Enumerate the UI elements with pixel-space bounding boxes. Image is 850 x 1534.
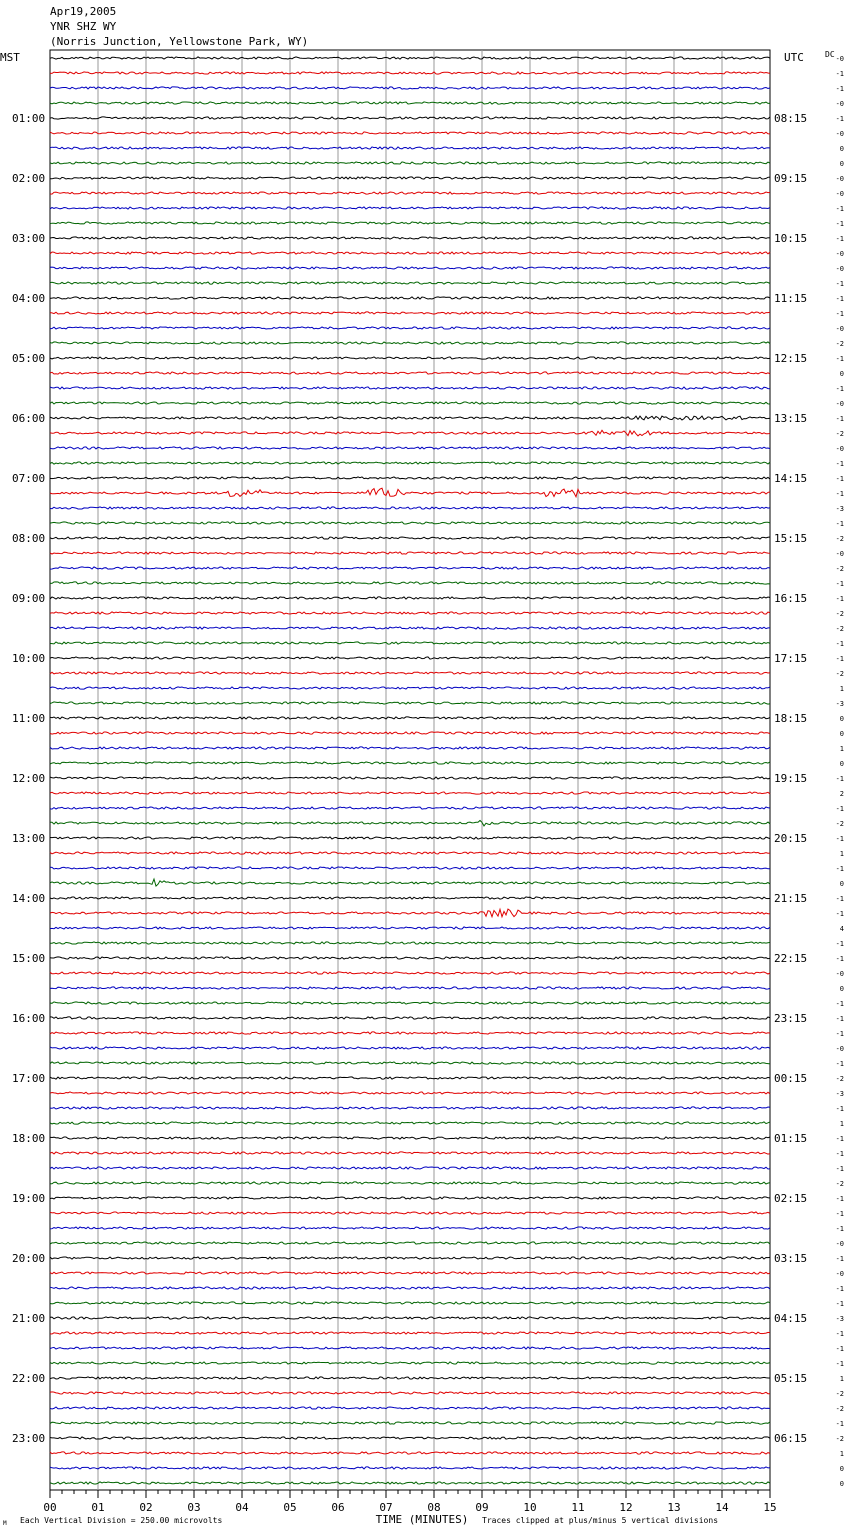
trace-43 xyxy=(50,702,770,704)
dc-offset-label: -2 xyxy=(835,610,844,618)
dc-offset-label: -2 xyxy=(835,340,844,348)
dc-offset-label: -2 xyxy=(835,670,844,678)
trace-11 xyxy=(50,222,770,224)
left-hour-label: 23:00 xyxy=(12,1432,46,1445)
x-tick-label: 06 xyxy=(331,1501,345,1514)
trace-30 xyxy=(50,507,770,509)
right-hour-label: 04:15 xyxy=(774,1312,808,1325)
dc-offset-label: -0 xyxy=(835,190,844,198)
left-hour-label: 04:00 xyxy=(12,292,46,305)
trace-42 xyxy=(50,687,770,689)
trace-68 xyxy=(50,1077,770,1079)
dc-offset-label: -1 xyxy=(835,595,844,603)
trace-84 xyxy=(50,1317,770,1319)
trace-10 xyxy=(50,207,770,209)
trace-8 xyxy=(50,177,770,179)
trace-87 xyxy=(50,1362,770,1364)
right-hour-label: 17:15 xyxy=(774,652,808,665)
trace-81 xyxy=(50,1272,770,1274)
trace-94 xyxy=(50,1467,770,1469)
dc-offset-label: -1 xyxy=(835,895,844,903)
left-hour-label: 22:00 xyxy=(12,1372,46,1385)
dc-offset-label: -2 xyxy=(835,1390,844,1398)
dc-offset-label: -1 xyxy=(835,70,844,78)
trace-36 xyxy=(50,597,770,599)
dc-offset-label: -1 xyxy=(835,1000,844,1008)
trace-89 xyxy=(50,1392,770,1394)
dc-offset-label: -0 xyxy=(835,265,844,273)
footer-mark: M xyxy=(3,1520,7,1527)
left-hour-label: 13:00 xyxy=(12,832,46,845)
left-hour-label: 01:00 xyxy=(12,112,46,125)
dc-offset-label: -1 xyxy=(835,355,844,363)
header-station: YNR SHZ WY xyxy=(50,20,117,33)
right-hour-label: 00:15 xyxy=(774,1072,808,1085)
trace-37 xyxy=(50,612,770,614)
dc-offset-label: -1 xyxy=(835,1210,844,1218)
dc-offset-label: -2 xyxy=(835,1180,844,1188)
trace-54 xyxy=(50,867,770,869)
dc-offset-label: -1 xyxy=(835,490,844,498)
dc-offset-label: 0 xyxy=(839,760,844,768)
dc-offset-label: 0 xyxy=(839,880,844,888)
trace-38 xyxy=(50,627,770,629)
trace-24 xyxy=(50,416,770,420)
dc-offset-label: -1 xyxy=(835,1135,844,1143)
dc-title: DC xyxy=(825,50,835,59)
trace-3 xyxy=(50,102,770,104)
dc-offset-label: -1 xyxy=(835,295,844,303)
left-hour-label: 15:00 xyxy=(12,952,46,965)
x-tick-label: 01 xyxy=(91,1501,105,1514)
left-hour-label: 05:00 xyxy=(12,352,46,365)
trace-82 xyxy=(50,1287,770,1289)
right-hour-label: 12:15 xyxy=(774,352,808,365)
dc-offset-label: -0 xyxy=(835,325,844,333)
dc-offset-label: -0 xyxy=(835,1270,844,1278)
dc-offset-label: -0 xyxy=(835,400,844,408)
trace-69 xyxy=(50,1092,770,1094)
dc-offset-label: -1 xyxy=(835,805,844,813)
dc-offset-label: 1 xyxy=(839,685,844,693)
trace-61 xyxy=(50,972,770,974)
trace-2 xyxy=(50,87,770,89)
left-hour-label: 16:00 xyxy=(12,1012,46,1025)
dc-offset-label: -2 xyxy=(835,1075,844,1083)
right-hour-label: 16:15 xyxy=(774,592,808,605)
trace-66 xyxy=(50,1047,770,1049)
dc-offset-label: -1 xyxy=(835,415,844,423)
dc-offset-label: -1 xyxy=(835,775,844,783)
dc-offset-label: 1 xyxy=(839,745,844,753)
left-axis-title: MST xyxy=(0,51,20,64)
right-hour-label: 11:15 xyxy=(774,292,808,305)
dc-offset-label: -2 xyxy=(835,430,844,438)
dc-offset-label: -1 xyxy=(835,235,844,243)
trace-14 xyxy=(50,267,770,269)
dc-offset-label: -1 xyxy=(835,865,844,873)
dc-offset-label: -1 xyxy=(835,940,844,948)
trace-79 xyxy=(50,1242,770,1244)
left-hour-label: 19:00 xyxy=(12,1192,46,1205)
dc-offset-label: -0 xyxy=(835,130,844,138)
right-hour-label: 02:15 xyxy=(774,1192,808,1205)
dc-offset-label: -1 xyxy=(835,220,844,228)
trace-39 xyxy=(50,642,770,644)
dc-offset-label: -1 xyxy=(835,1030,844,1038)
trace-29 xyxy=(50,488,770,497)
trace-52 xyxy=(50,837,770,839)
trace-32 xyxy=(50,537,770,539)
trace-26 xyxy=(50,447,770,449)
right-hour-label: 18:15 xyxy=(774,712,808,725)
right-axis-title: UTC xyxy=(784,51,804,64)
left-hour-label: 08:00 xyxy=(12,532,46,545)
right-hour-label: 09:15 xyxy=(774,172,808,185)
dc-offset-label: -2 xyxy=(835,535,844,543)
trace-18 xyxy=(50,327,770,329)
left-hour-label: 17:00 xyxy=(12,1072,46,1085)
trace-53 xyxy=(50,852,770,854)
left-hour-label: 18:00 xyxy=(12,1132,46,1145)
trace-49 xyxy=(50,792,770,794)
dc-offset-label: 0 xyxy=(839,985,844,993)
dc-offset-label: -1 xyxy=(835,955,844,963)
dc-offset-label: -2 xyxy=(835,1405,844,1413)
dc-offset-label: -0 xyxy=(835,970,844,978)
x-tick-label: 14 xyxy=(715,1501,729,1514)
right-hour-label: 15:15 xyxy=(774,532,808,545)
left-hour-label: 20:00 xyxy=(12,1252,46,1265)
trace-51 xyxy=(50,820,770,826)
trace-17 xyxy=(50,312,770,314)
trace-88 xyxy=(50,1377,770,1379)
trace-75 xyxy=(50,1182,770,1184)
dc-offset-label: -1 xyxy=(835,475,844,483)
dc-offset-label: -0 xyxy=(835,1240,844,1248)
trace-67 xyxy=(50,1062,770,1064)
dc-offset-label: -0 xyxy=(835,100,844,108)
right-hour-label: 03:15 xyxy=(774,1252,808,1265)
dc-offset-label: 1 xyxy=(839,1450,844,1458)
trace-86 xyxy=(50,1347,770,1349)
trace-16 xyxy=(50,297,770,299)
dc-offset-label: -1 xyxy=(835,835,844,843)
trace-62 xyxy=(50,987,770,989)
trace-85 xyxy=(50,1332,770,1334)
right-hour-label: 10:15 xyxy=(774,232,808,245)
dc-offset-label: -1 xyxy=(835,1345,844,1353)
trace-70 xyxy=(50,1107,770,1109)
dc-offset-label: -1 xyxy=(835,460,844,468)
x-tick-label: 12 xyxy=(619,1501,633,1514)
x-tick-label: 13 xyxy=(667,1501,681,1514)
dc-offset-label: -1 xyxy=(835,655,844,663)
right-hour-label: 05:15 xyxy=(774,1372,808,1385)
trace-65 xyxy=(50,1032,770,1034)
trace-48 xyxy=(50,777,770,779)
trace-90 xyxy=(50,1407,770,1409)
trace-4 xyxy=(50,117,770,119)
trace-25 xyxy=(50,430,770,436)
trace-71 xyxy=(50,1122,770,1124)
right-hour-label: 20:15 xyxy=(774,832,808,845)
dc-offset-label: -1 xyxy=(835,1420,844,1428)
right-hour-label: 23:15 xyxy=(774,1012,808,1025)
left-hour-label: 10:00 xyxy=(12,652,46,665)
header-location: (Norris Junction, Yellowstone Park, WY) xyxy=(50,35,309,48)
trace-35 xyxy=(50,582,770,584)
trace-40 xyxy=(50,657,770,659)
right-hour-label: 01:15 xyxy=(774,1132,808,1145)
dc-offset-label: -1 xyxy=(835,1255,844,1263)
left-hour-label: 09:00 xyxy=(12,592,46,605)
x-tick-label: 03 xyxy=(187,1501,201,1514)
dc-offset-label: 0 xyxy=(839,1465,844,1473)
dc-offset-label: 1 xyxy=(839,850,844,858)
dc-offset-label: -1 xyxy=(835,1285,844,1293)
trace-20 xyxy=(50,357,770,359)
trace-15 xyxy=(50,282,770,284)
dc-offset-label: 1 xyxy=(839,1120,844,1128)
dc-offset-label: 0 xyxy=(839,370,844,378)
dc-offset-label: 0 xyxy=(839,1480,844,1488)
left-hour-label: 02:00 xyxy=(12,172,46,185)
trace-13 xyxy=(50,252,770,254)
dc-offset-label: -1 xyxy=(835,520,844,528)
trace-0 xyxy=(50,57,770,59)
trace-57 xyxy=(50,909,770,917)
dc-offset-label: -3 xyxy=(835,700,844,708)
dc-offset-label: 0 xyxy=(839,145,844,153)
dc-offset-label: 1 xyxy=(839,1375,844,1383)
trace-21 xyxy=(50,372,770,374)
trace-46 xyxy=(50,747,770,749)
trace-83 xyxy=(50,1302,770,1304)
trace-56 xyxy=(50,897,770,899)
dc-offset-label: -3 xyxy=(835,505,844,513)
x-tick-label: 08 xyxy=(427,1501,441,1514)
trace-7 xyxy=(50,162,770,164)
footer-clip-note: Traces clipped at plus/minus 5 vertical divisions xyxy=(482,1516,719,1525)
trace-58 xyxy=(50,927,770,929)
dc-offset-label: -0 xyxy=(835,445,844,453)
trace-41 xyxy=(50,672,770,674)
header-date: Apr19,2005 xyxy=(50,5,117,18)
dc-offset-label: -1 xyxy=(835,910,844,918)
dc-offset-label: -2 xyxy=(835,1435,844,1443)
trace-64 xyxy=(50,1017,770,1019)
trace-22 xyxy=(50,387,770,389)
dc-offset-label: -0 xyxy=(835,175,844,183)
trace-44 xyxy=(50,717,770,719)
trace-5 xyxy=(50,132,770,134)
dc-offset-label: -1 xyxy=(835,1195,844,1203)
dc-offset-label: -1 xyxy=(835,310,844,318)
trace-77 xyxy=(50,1212,770,1214)
x-tick-label: 04 xyxy=(235,1501,249,1514)
x-tick-label: 10 xyxy=(523,1501,537,1514)
trace-45 xyxy=(50,732,770,734)
trace-60 xyxy=(50,957,770,959)
dc-offset-label: -1 xyxy=(835,115,844,123)
dc-offset-label: -1 xyxy=(835,1165,844,1173)
footer-scale-note: Each Vertical Division = 250.00 microvolts xyxy=(20,1516,223,1525)
dc-offset-label: -1 xyxy=(835,1225,844,1233)
dc-offset-label: -1 xyxy=(835,1360,844,1368)
right-hour-label: 21:15 xyxy=(774,892,808,905)
dc-offset-label: -3 xyxy=(835,1090,844,1098)
dc-offset-label: -2 xyxy=(835,820,844,828)
trace-55 xyxy=(50,879,770,886)
right-hour-label: 06:15 xyxy=(774,1432,808,1445)
dc-offset-label: -0 xyxy=(835,55,844,63)
dc-offset-label: -1 xyxy=(835,1105,844,1113)
dc-offset-label: -0 xyxy=(835,1045,844,1053)
trace-72 xyxy=(50,1137,770,1139)
trace-93 xyxy=(50,1452,770,1454)
right-hour-label: 13:15 xyxy=(774,412,808,425)
trace-27 xyxy=(50,462,770,464)
left-hour-label: 07:00 xyxy=(12,472,46,485)
right-hour-label: 08:15 xyxy=(774,112,808,125)
dc-offset-label: -1 xyxy=(835,1300,844,1308)
x-tick-label: 05 xyxy=(283,1501,297,1514)
trace-19 xyxy=(50,342,770,344)
dc-offset-label: -1 xyxy=(835,640,844,648)
dc-offset-label: -1 xyxy=(835,580,844,588)
left-hour-label: 11:00 xyxy=(12,712,46,725)
dc-offset-label: 2 xyxy=(839,790,844,798)
trace-9 xyxy=(50,192,770,194)
trace-34 xyxy=(50,567,770,569)
trace-6 xyxy=(50,147,770,149)
right-hour-label: 14:15 xyxy=(774,472,808,485)
right-hour-label: 19:15 xyxy=(774,772,808,785)
left-hour-label: 12:00 xyxy=(12,772,46,785)
trace-78 xyxy=(50,1227,770,1229)
dc-offset-label: -1 xyxy=(835,205,844,213)
dc-offset-label: 0 xyxy=(839,715,844,723)
trace-76 xyxy=(50,1197,770,1199)
dc-offset-label: -1 xyxy=(835,280,844,288)
x-tick-label: 02 xyxy=(139,1501,153,1514)
dc-offset-label: -1 xyxy=(835,1060,844,1068)
dc-offset-label: 0 xyxy=(839,730,844,738)
trace-12 xyxy=(50,237,770,239)
left-hour-label: 03:00 xyxy=(12,232,46,245)
left-hour-label: 14:00 xyxy=(12,892,46,905)
x-tick-label: 09 xyxy=(475,1501,489,1514)
trace-47 xyxy=(50,762,770,764)
dc-offset-label: -3 xyxy=(835,1315,844,1323)
dc-offset-label: -0 xyxy=(835,550,844,558)
trace-80 xyxy=(50,1257,770,1259)
trace-59 xyxy=(50,942,770,944)
dc-offset-label: -0 xyxy=(835,250,844,258)
x-tick-label: 00 xyxy=(43,1501,57,1514)
trace-1 xyxy=(50,72,770,74)
trace-74 xyxy=(50,1167,770,1169)
trace-33 xyxy=(50,552,770,554)
dc-offset-label: -1 xyxy=(835,85,844,93)
trace-28 xyxy=(50,477,770,479)
trace-31 xyxy=(50,522,770,524)
trace-73 xyxy=(50,1152,770,1154)
dc-offset-label: -1 xyxy=(835,1015,844,1023)
dc-offset-label: -1 xyxy=(835,1150,844,1158)
x-tick-label: 15 xyxy=(763,1501,777,1514)
dc-offset-label: 0 xyxy=(839,160,844,168)
x-axis-label: TIME (MINUTES) xyxy=(375,1513,469,1526)
x-tick-label: 07 xyxy=(379,1501,393,1514)
dc-offset-label: -2 xyxy=(835,625,844,633)
left-hour-label: 06:00 xyxy=(12,412,46,425)
trace-91 xyxy=(50,1422,770,1424)
right-hour-label: 22:15 xyxy=(774,952,808,965)
trace-23 xyxy=(50,402,770,404)
x-tick-label: 11 xyxy=(571,1501,585,1514)
dc-offset-label: 4 xyxy=(839,925,844,933)
left-hour-label: 21:00 xyxy=(12,1312,46,1325)
dc-offset-label: -2 xyxy=(835,565,844,573)
trace-63 xyxy=(50,1002,770,1004)
trace-92 xyxy=(50,1437,770,1439)
trace-50 xyxy=(50,807,770,809)
dc-offset-label: -1 xyxy=(835,385,844,393)
trace-95 xyxy=(50,1482,770,1484)
dc-offset-label: -1 xyxy=(835,1330,844,1338)
